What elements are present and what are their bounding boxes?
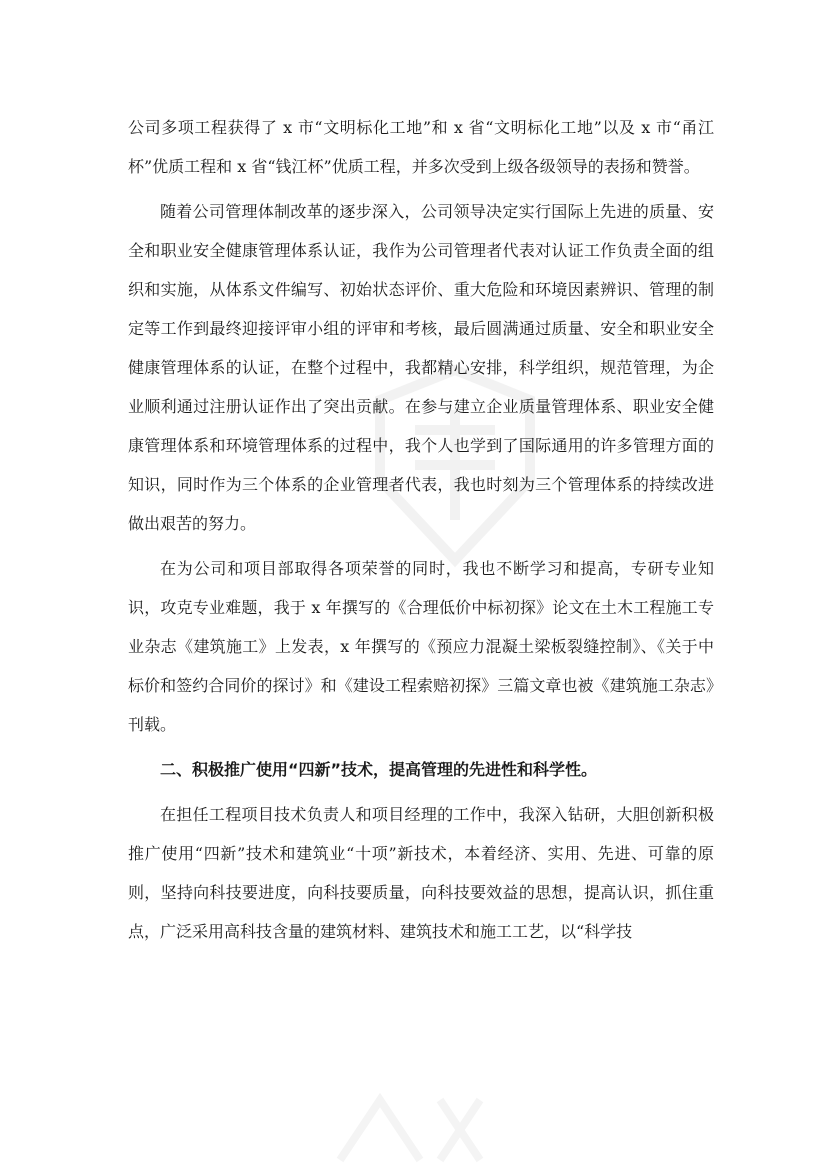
paragraph-new-technology: 在担任工程项目技术负责人和项目经理的工作中，我深入钻研，大胆创新积极推广使用“四新”技术和建筑业“十项”新技术，本着经济、实用、先进、可靠的原则，坚持向科技要进度，向科技要质量，向科技要效益的思想，提高认识，抓住重点，广泛采用高科技含量的建筑材料、建筑技术和施工工艺，以“科学技 <box>128 805 714 941</box>
watermark-footer-icon <box>330 1080 490 1170</box>
document-body <box>128 108 714 957</box>
paragraph-publications: 在为公司和项目部取得各项荣誉的同时，我也不断学习和提高，专研专业知识，攻克专业难题，我于 x 年撰写的《合理低价中标初探》论文在土木工程施工专业杂志《建筑施工》上发表，x 年撰写的《预应力混凝土梁板裂缝控制》、《关于中标价和签约合同价的探讨》和《建设工程索赔初探》三篇文章也被《建筑施工杂志》刊载。 <box>128 559 714 734</box>
section-heading: 二、积极推广使用“四新”技术，提高管理的先进性和科学性。 <box>160 760 598 779</box>
paragraph-certification: 随着公司管理体制改革的逐步深入，公司领导决定实行国际上先进的质量、安全和职业安全健康管理体系认证，我作为公司管理者代表对认证工作负责全面的组织和实施，从体系文件编写、初始状态评价、重大危险和环境因素辨识、管理的制定等工作到最终迎接评审小组的评审和考核，最后圆满通过质量、安全和职业安全健康管理体系的认证，在整个过程中，我都精心安排，科学组织，规范管理，为企业顺利通过注册认证作出了突出贡献。在参与建立企业质量管理体系、职业安全健康管理体系和环境管理体系的过程中，我个人也学到了国际通用的许多管理方面的知识，同时作为三个体系的企业管理者代表，我也时刻为三个管理体系的持续改进做出艰苦的努力。 <box>128 202 714 533</box>
paragraph-continued: 公司多项工程获得了 x 市“文明标化工地”和 x 省“文明标化工地”以及 x 市“甬江杯”优质工程和 x 省“钱江杯”优质工程，并多次受到上级各级领导的表扬和赞誉。 <box>128 118 714 176</box>
